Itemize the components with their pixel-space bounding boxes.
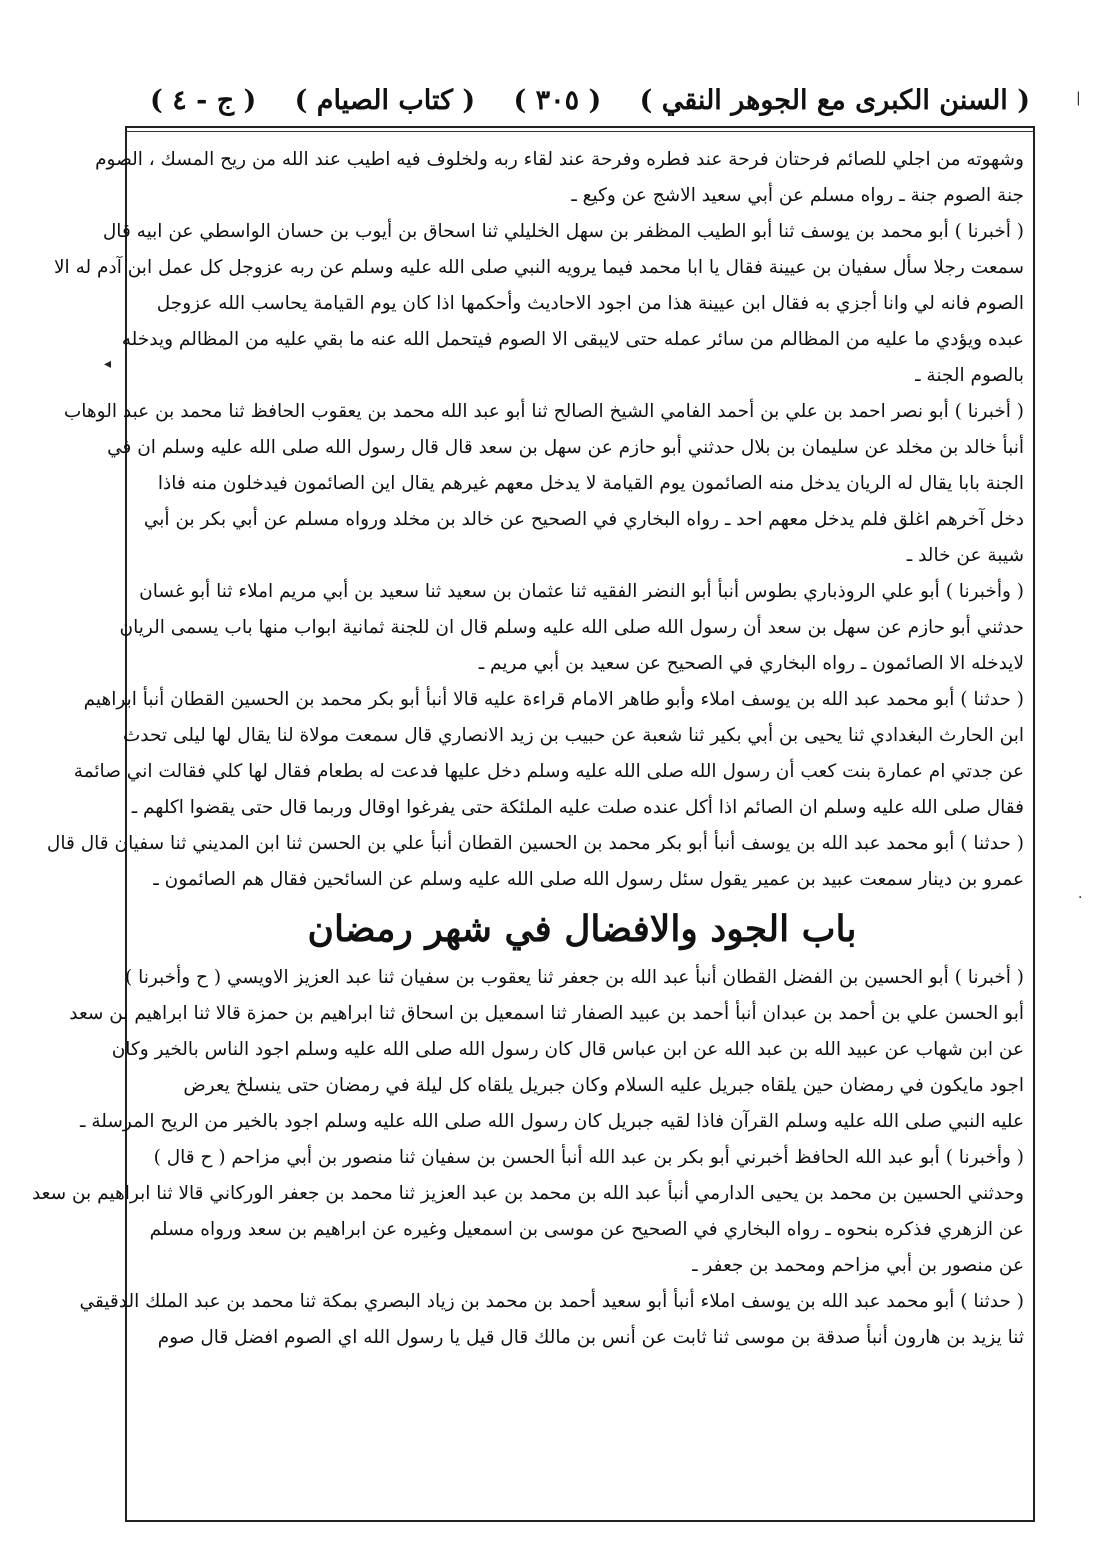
text-line: ( وأخبرنا ) أبو علي الروذباري بطوس أنبأ أبو النضر الفقيه ثنا عثمان بن سعيد ثنا سعيد بن أبي مريم املاء ثنا أبو غسان — [139, 581, 1024, 602]
text-line: ابن الحارث البغدادي ثنا يحيى بن أبي بكير ثنا شعبة عن حبيب بن زيد الانصاري قال سمعت مولاة لنا يقال لها ليلى تحدث — [122, 725, 1024, 746]
text-line: شيبة عن خالد ـ — [906, 545, 1024, 566]
text-line: وشهوته من اجلي للصائم فرحتان فرحة عند فطره وفرحة عند لقاء ربه ولخلوف فيه اطيب عند الله من ريح المسك ، الصوم — [95, 149, 1024, 170]
text-line: بالصوم الجنة ـ — [915, 365, 1024, 386]
margin-mark: · — [1078, 890, 1083, 906]
text-block-1 — [46, 142, 1024, 898]
volume-number: ( ج - ٤ ) — [150, 84, 257, 116]
text-line: ( أخبرنا ) أبو الحسين بن الفضل القطان أنبأ عبد الله بن جعفر ثنا يعقوب بن سفيان ثنا عبد العزيز الاويسي ( ح وأخبرنا ) — [124, 967, 1024, 988]
text-line: عن جدتي ام عمارة بنت كعب أن رسول الله صلى الله عليه وسلم دخل عليها فدعت له بطعام فقال لها كلي فقالت اني صائمة — [73, 761, 1024, 782]
margin-mark: | — [1076, 90, 1081, 106]
text-line: وحدثني الحسين بن محمد بن يحيى الدارمي أنبأ عبد الله بن محمد بن عبد العزيز ثنا محمد بن جعفر الوركاني قالا ثنا ابراهيم بن سعد — [31, 1183, 1024, 1204]
text-line: الجنة بابا يقال له الريان يدخل منه الصائمون يوم القيامة لا يدخل معهم غيرهم يقال اين الصائمون فيدخلون منه فاذا — [157, 473, 1024, 494]
text-line: أنبأ خالد بن مخلد عن سليمان بن بلال حدثني أبو حازم عن سهل بن سعد قال قال رسول الله صلى الله عليه وسلم ان في — [107, 437, 1024, 458]
text-line: اجود مايكون في رمضان حين يلقاه جبريل عليه السلام وكان جبريل يلقاه كل ليلة في رمضان حتى ينسلخ يعرض — [183, 1075, 1024, 1096]
book-title: ( السنن الكبرى مع الجوهر النقي ) — [639, 84, 1030, 116]
text-line: عن ابن شهاب عن عبيد الله بن عبد الله عن ابن عباس قال كان رسول الله صلى الله عليه وسلم اجود الناس بالخير وكان — [111, 1039, 1024, 1060]
text-line: عمرو بن دينار سمعت عبيد بن عمير يقول سئل رسول الله صلى الله عليه وسلم عن السائحين فقال هم الصائمون ـ — [153, 869, 1024, 890]
page-header — [150, 80, 1030, 120]
text-line: حدثني أبو حازم عن سهل بن سعد أن رسول الله صلى الله عليه وسلم قال ان للجنة ثمانية ابواب منها باب يسمى الريان — [119, 617, 1024, 638]
text-line: جنة الصوم جنة ـ رواه مسلم عن أبي سعيد الاشج عن وكيع ـ — [571, 185, 1024, 206]
text-line: ( حدثنا ) أبو محمد عبد الله بن يوسف املاء وأبو طاهر الامام قراءة عليه قالا أنبأ أبو بكر محمد بن الحسين القطان أنبأ ابراهيم — [83, 689, 1024, 710]
page-number: ( ٣٠٥ ) — [513, 84, 602, 116]
text-line: عليه النبي صلى الله عليه وسلم القرآن فاذا لقيه جبريل كان رسول الله صلى الله عليه وسلم اجود بالخير من الريح المرسلة ـ — [80, 1111, 1024, 1132]
section-title: ( كتاب الصيام ) — [294, 84, 476, 116]
text-line: عن الزهري فذكره بنحوه ـ رواه البخاري في الصحيح عن موسى بن اسمعيل وغيره عن ابراهيم بن سعد ورواه مسلم — [149, 1219, 1024, 1240]
text-line: ( حدثنا ) أبو محمد عبد الله بن يوسف املاء أنبأ أبو سعيد أحمد بن محمد بن زياد البصري بمكة ثنا محمد بن عبد الملك الدقيقي — [79, 1291, 1024, 1312]
text-block-2 — [31, 960, 1024, 1356]
chapter-title: باب الجود والافضال في شهر رمضان — [307, 908, 857, 950]
text-line: فقال صلى الله عليه وسلم ان الصائم اذا أكل عنده صلت عليه الملئكة حتى يفرغوا اوقال وربما قال حتى يقضوا اكلهم ـ — [131, 797, 1024, 818]
text-line: لايدخله الا الصائمون ـ رواه البخاري في الصحيح عن سعيد بن أبي مريم ـ — [478, 653, 1024, 674]
text-line: الصوم فانه لي وانا أجزي به فقال ابن عيينة هذا من اجود الاحاديث وأحكمها اذا كان يوم القيامة يحاسب الله عزوجل — [156, 293, 1024, 314]
text-line: ( حدثنا ) أبو محمد عبد الله بن يوسف أنبأ أبو بكر محمد بن الحسين القطان أنبأ علي بن الحسن ثنا ابن المديني ثنا سفيان قال قال — [46, 833, 1024, 854]
margin-mark: ◂ — [104, 356, 112, 372]
text-line: ثنا يزيد بن هارون أنبأ صدقة بن موسى ثنا ثابت عن أنس بن مالك قال قيل يا رسول الله اي الصوم افضل قال صوم — [157, 1327, 1024, 1348]
text-line: عن منصور بن أبي مزاحم ومحمد بن جعفر ـ — [692, 1255, 1024, 1276]
text-line: عبده ويؤدي ما عليه من المظالم من سائر عمله حتى لايبقى الا الصوم فيتحمل الله عنه ما بقي عليه من المظالم ويدخله — [121, 329, 1024, 350]
text-line: ( وأخبرنا ) أبو عبد الله الحافظ أخبرني أبو بكر بن عبد الله أنبأ الحسن بن سفيان ثنا منصور بن أبي مزاحم ( ح قال ) — [153, 1147, 1024, 1168]
main-text — [31, 142, 1024, 1356]
text-line: سمعت رجلا سأل سفيان بن عيينة فقال يا ابا محمد فيما يرويه النبي صلى الله عليه وسلم عن ربه عزوجل كل عمل ابن آدم له الا — [54, 257, 1024, 278]
text-line: أبو الحسن علي بن أحمد بن عبدان أنبأ أحمد بن عبيد الصفار ثنا اسمعيل بن اسحاق ثنا ابراهيم بن حمزة قالا ثنا ابراهيم بن سعد — [69, 1003, 1024, 1024]
text-line: دخل آخرهم اغلق فلم يدخل معهم احد ـ رواه البخاري في الصحيح عن خالد بن مخلد ورواه مسلم عن أبي بكر بن أبي — [143, 509, 1024, 530]
text-line: ( أخبرنا ) أبو نصر احمد بن علي بن أحمد الفامي الشيخ الصالح ثنا أبو عبد الله محمد بن يعقوب الحافظ ثنا محمد بن عبد الوهاب — [63, 401, 1024, 422]
text-line: ( أخبرنا ) أبو محمد بن يوسف ثنا أبو الطيب المظفر بن سهل الخليلي ثنا اسحاق بن أيوب بن حسان الواسطي عن ابيه قال — [102, 221, 1024, 242]
